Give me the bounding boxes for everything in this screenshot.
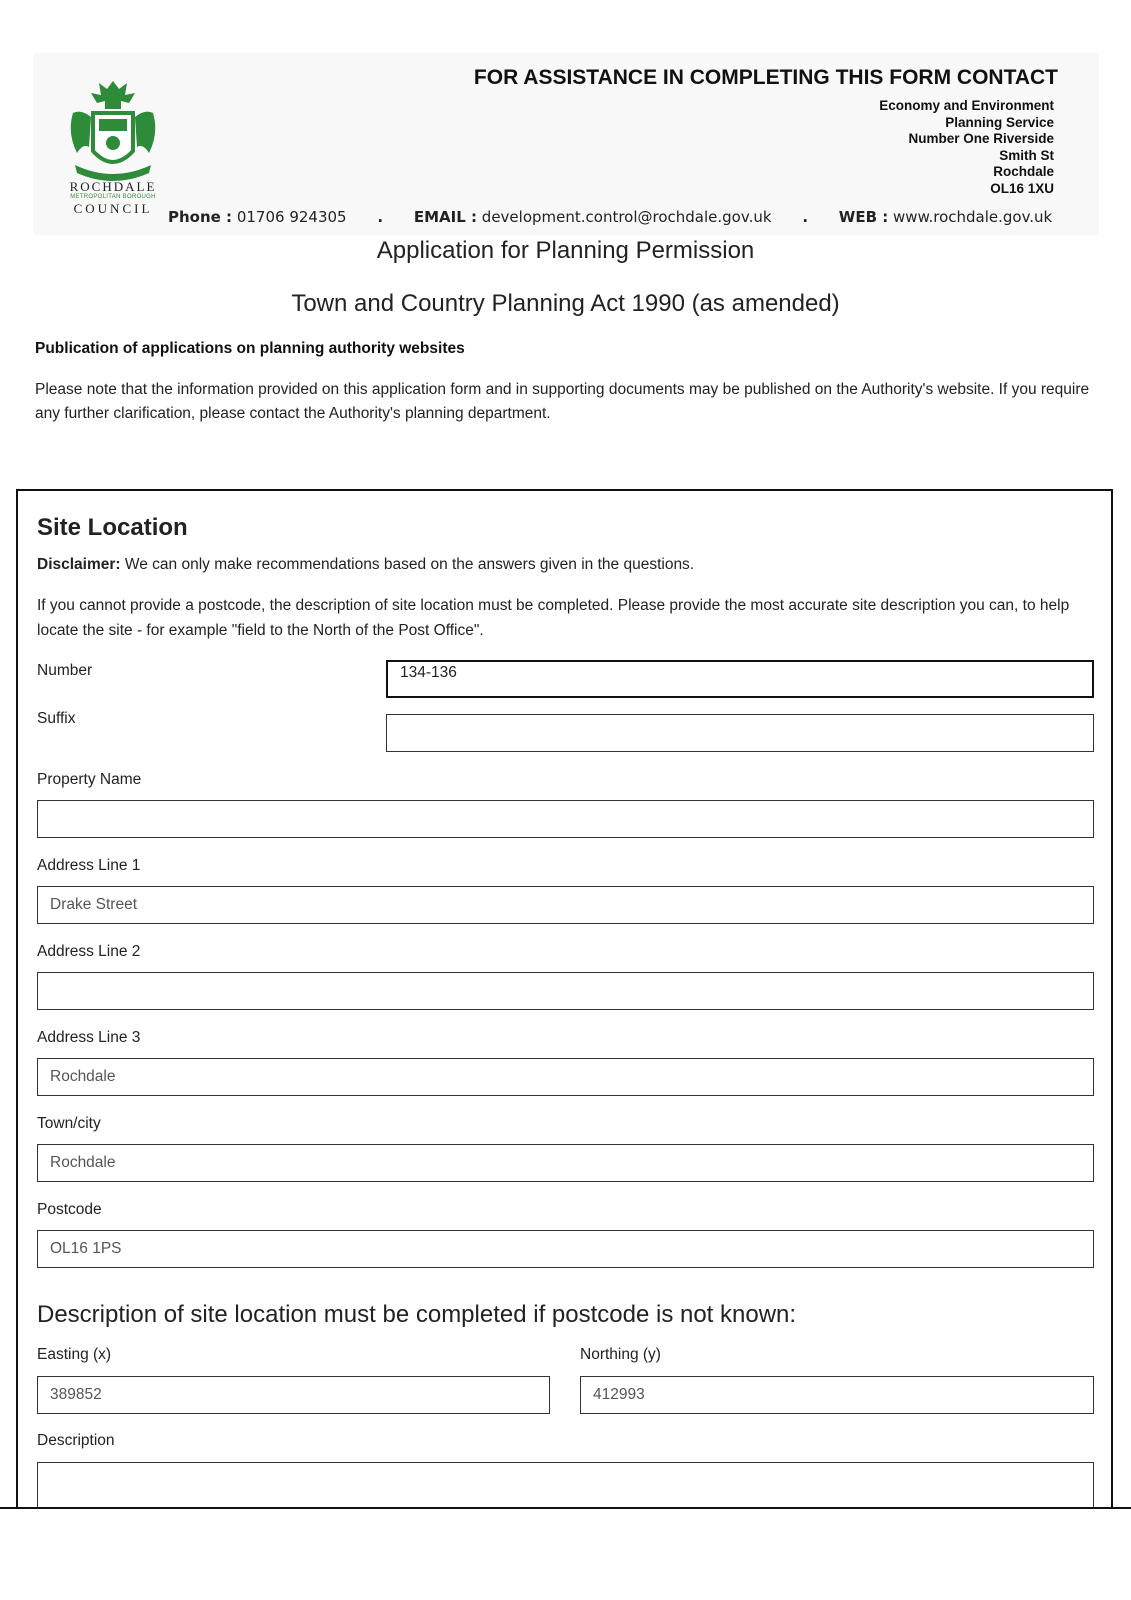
description-field[interactable] bbox=[37, 1462, 1094, 1507]
disclaimer-text: We can only make recommendations based on the answers given in the questions. bbox=[120, 556, 695, 573]
address-line-3-label: Address Line 3 bbox=[37, 1029, 141, 1046]
address-line-1-label: Address Line 1 bbox=[37, 857, 141, 874]
northing-field[interactable]: 412993 bbox=[580, 1376, 1094, 1414]
publication-heading: Publication of applications on planning authority websites bbox=[35, 340, 465, 357]
number-field[interactable]: 134-136 bbox=[386, 660, 1094, 698]
address-line: Planning Service bbox=[945, 114, 1054, 130]
property-name-field[interactable] bbox=[37, 800, 1094, 838]
disclaimer-label: Disclaimer: bbox=[37, 556, 121, 573]
header-banner bbox=[33, 53, 1099, 235]
email-link[interactable]: development.control@rochdale.gov.uk bbox=[481, 208, 772, 226]
web-link[interactable]: www.rochdale.gov.uk bbox=[893, 208, 1053, 226]
address-line-3-field[interactable]: Rochdale bbox=[37, 1058, 1094, 1096]
page-subtitle: Town and Country Planning Act 1990 (as amended) bbox=[291, 290, 840, 317]
description-label: Description bbox=[37, 1432, 115, 1449]
contact-line bbox=[168, 208, 1052, 226]
contact-address bbox=[879, 98, 1054, 197]
email-label: EMAIL : bbox=[413, 208, 478, 226]
suffix-field[interactable] bbox=[386, 714, 1094, 752]
phone-number[interactable]: 01706 924305 bbox=[236, 208, 347, 226]
address-line: Number One Riverside bbox=[908, 131, 1054, 146]
property-name-label: Property Name bbox=[37, 771, 142, 788]
page-title: Application for Planning Permission bbox=[376, 237, 755, 264]
number-label: Number bbox=[37, 662, 93, 679]
address-line-1-field[interactable]: Drake Street bbox=[37, 886, 1094, 924]
web-label: WEB : bbox=[838, 208, 889, 226]
northing-label: Northing (y) bbox=[580, 1346, 661, 1363]
separator: . bbox=[377, 208, 384, 226]
easting-label: Easting (x) bbox=[37, 1346, 112, 1363]
address-line: Economy and Environment bbox=[879, 98, 1054, 113]
section-title: Site Location bbox=[37, 514, 188, 541]
logo-text-borough: METROPOLITAN BOROUGH bbox=[70, 194, 156, 200]
council-crest-icon bbox=[63, 73, 163, 193]
logo-text-council: COUNCIL bbox=[73, 201, 153, 216]
description-heading: Description of site location must be completed if postcode is not known: bbox=[37, 1301, 797, 1328]
disclaimer bbox=[37, 556, 694, 574]
logo-text-rochdale: ROCHDALE bbox=[69, 179, 157, 194]
postcode-field[interactable]: OL16 1PS bbox=[37, 1230, 1094, 1268]
town-city-label: Town/city bbox=[37, 1115, 101, 1132]
page-divider bbox=[0, 1507, 1131, 1509]
easting-field[interactable]: 389852 bbox=[37, 1376, 550, 1414]
instructions: If you cannot provide a postcode, the description of site location must be completed. Please provide the most accurate site description you can, to help locate the site - for example "field to the North of the Post Office". bbox=[37, 597, 1070, 639]
address-line: OL16 1XU bbox=[990, 180, 1054, 196]
postcode-label: Postcode bbox=[37, 1201, 102, 1218]
address-line-2-field[interactable] bbox=[37, 972, 1094, 1010]
separator: . bbox=[802, 208, 809, 226]
address-line-2-label: Address Line 2 bbox=[37, 943, 141, 960]
suffix-label: Suffix bbox=[37, 710, 76, 727]
assistance-title: FOR ASSISTANCE IN COMPLETING THIS FORM CONTACT bbox=[473, 66, 1058, 89]
publication-text: Please note that the information provided on this application form and in supporting documents may be published on the Authority's website. If you require any further clarification, please contact the Authority's planning department. bbox=[35, 381, 1090, 422]
town-city-field[interactable]: Rochdale bbox=[37, 1144, 1094, 1182]
address-line: Rochdale bbox=[993, 164, 1054, 179]
phone-label: Phone : bbox=[168, 208, 233, 226]
address-line: Smith St bbox=[999, 147, 1054, 163]
